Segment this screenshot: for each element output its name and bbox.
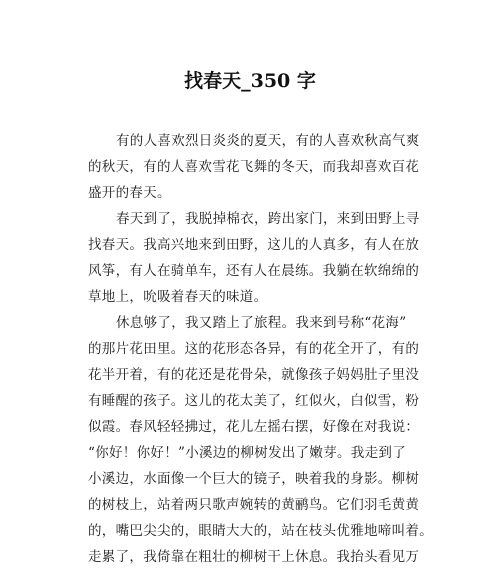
paragraph-line: 春天到了，我脱掉棉衣，跨出家门，来到田野上寻: [116, 211, 420, 227]
paragraph-line: 有睡醒的孩子。这儿的花太美了，红似火，白似雪，粉: [88, 393, 420, 409]
paragraph-line: 找春天。我高兴地来到田野，这儿的人真多，有人在放: [88, 237, 420, 253]
paragraph-line: 的，嘴巴尖尖的，眼睛大大的，站在枝头优雅地啼叫着。: [88, 523, 433, 539]
paragraph-line: 的树枝上，站着两只歌声婉转的黄鹂鸟。它们羽毛黄黄: [88, 497, 420, 513]
paragraph-line: 的秋天，有的人喜欢雪花飞舞的冬天，而我却喜欢百花: [88, 159, 420, 175]
paragraph-line: 走累了，我倚靠在粗壮的柳树干上休息。我抬头看见万: [88, 549, 420, 565]
paragraph-line: 的那片花田里。这的花形态各异，有的花全开了，有的: [88, 341, 420, 357]
paragraph-line: “你好！你好！”小溪边的柳树发出了嫩芽。我走到了: [88, 445, 407, 461]
paragraph-line: 休息够了，我又踏上了旅程。我来到号称“花海”: [116, 315, 407, 331]
paragraph-line: 花半开着，有的花还是花骨朵，就像孩子妈妈肚子里没: [88, 367, 420, 383]
paragraph-line: 风筝，有人在骑单车，还有人在晨练。我躺在软绵绵的: [88, 263, 420, 279]
paragraph-line: 草地上，吮吸着春天的味道。: [88, 289, 268, 305]
paragraph-line: 有的人喜欢烈日炎炎的夏天，有的人喜欢秋高气爽: [116, 133, 420, 149]
paragraph-line: 小溪边，水面像一个巨大的镜子，映着我的身影。柳树: [88, 471, 420, 487]
document-body: [88, 128, 433, 570]
document-title: 找春天_350 字: [184, 70, 316, 92]
paragraph-line: 似霞。春风轻轻拂过，花儿左摇右摆，好像在对我说：: [88, 419, 420, 435]
paragraph-line: 盛开的春天。: [88, 185, 171, 201]
